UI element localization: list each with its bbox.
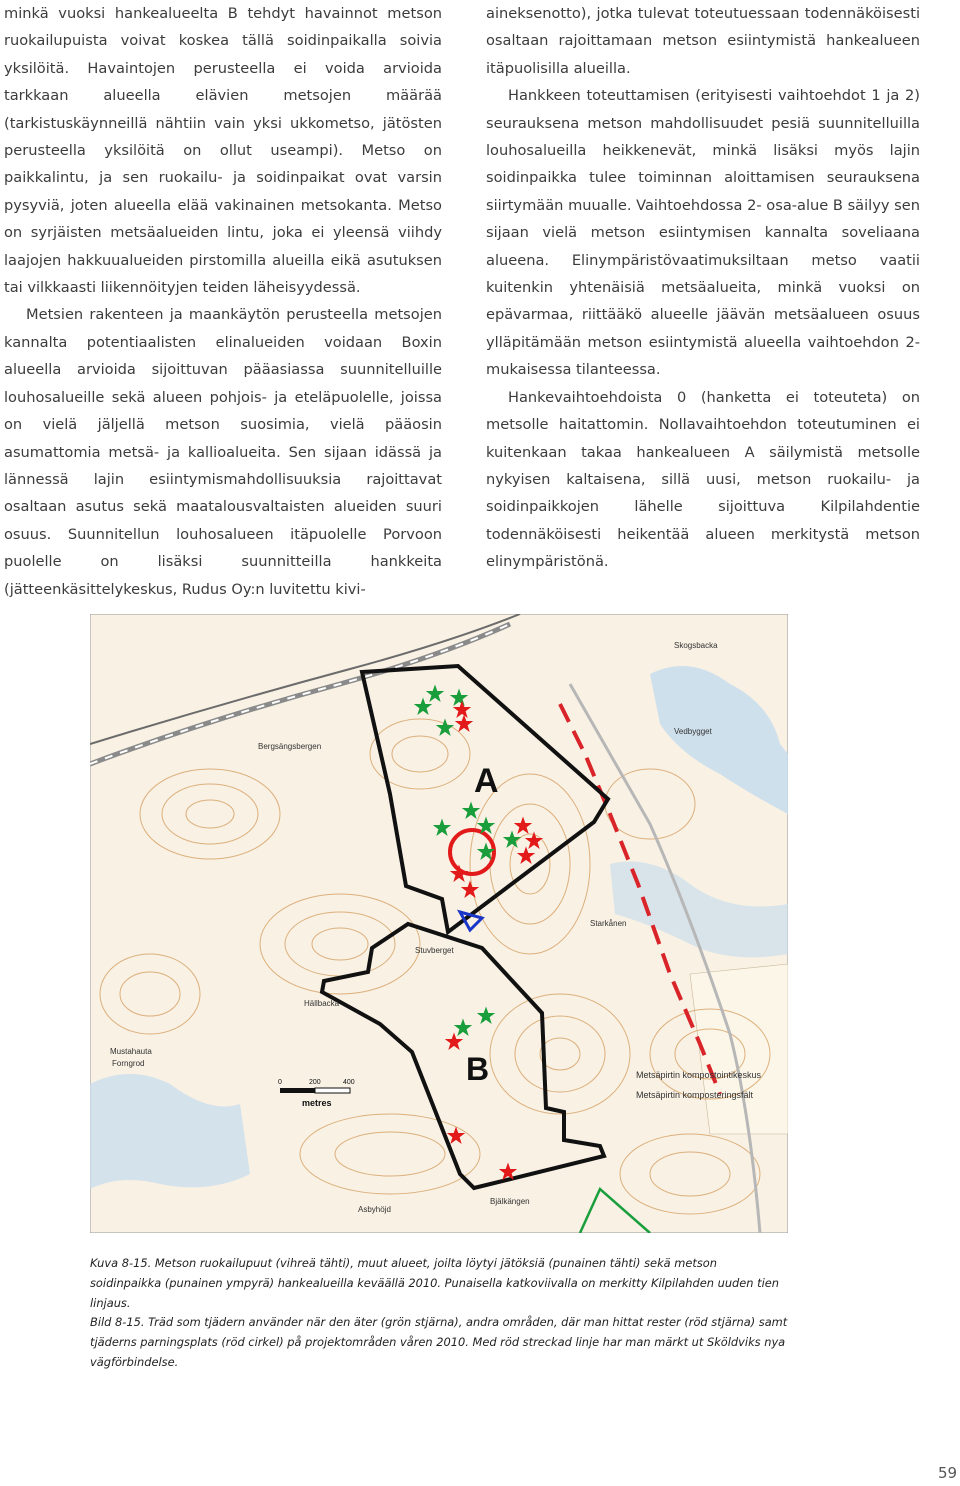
place-name: Forngrod [112,1059,145,1068]
right-paragraph-1: aineksenotto), jotka tulevat toteutuessaan todennäköisesti osaltaan rajoittamaan metson esiintymistä hankealueen itäpuolisilla alueilla. [486,5,920,77]
right-text-column [486,0,920,576]
scale-segment [315,1088,350,1093]
place-name: Bergsängsbergen [258,742,322,751]
scale-unit: metres [302,1098,332,1108]
right-paragraph-3: Hankevaihtoehdoista 0 (hanketta ei toteuteta) on metsolle haitattomin. Nollavaihtoehdon toteutuminen ei kuitenkaan takaa hankealueen A säilymistä metsolle nykyisen kaltaisena, sillä uusi, metson ruokailu- ja soidinpaikkojen lähelle sijoittuva Kilpilahdentie todennäköisesti heikentää alueen merkitystä metson elinympäristönä. [486,388,920,571]
scale-label-200: 200 [309,1079,321,1086]
place-name: Skogsbacka [674,641,718,650]
page-number: 59 [938,1464,958,1482]
place-name: Bjälkängen [490,1197,530,1206]
place-name: Metsäpirtin kompostointikeskus [636,1070,762,1080]
scale-label-0: 0 [278,1079,282,1086]
right-paragraph-2: Hankkeen toteuttamisen (erityisesti vaihtoehdot 1 ja 2) seurauksena metson mahdollisuudet pesiä suunnitelluilla louhosalueilla heikkenevät, minkä lisäksi myös lajin soidinpaikka tulee toiminnan aloittamisen seurauksena siirtymään muualle. Vaihtoehdossa 2- osa-alue B säilyy sen sijaan vielä metson esiintymisen kannalta soveliaana alueena. Elinympäristövaatimuksiltaan metso vaatii kuitenkin yhtenäisiä metsäalueita, minkä vuoksi on epävarmaa, riittääkö alueelle jäävän metsäalueen osuus ylläpitämään metson esiintymistä alueella vaihtoehdon 2- mukaisessa tilanteessa. [486,87,920,379]
place-name: Vedbygget [674,727,712,736]
area-a-label: A [474,762,499,800]
caption-swedish: Bild 8-15. Träd som tjädern använder när den äter (grön stjärna), andra områden, där man hittat rester (röd stjärna) samt tjäderns parningsplats (röd cirkel) på projektområden våren 2010. Med röd streckad linje har man märkt ut Sköldviks nya vägförbindelse. [90,1315,788,1369]
scale-label-400: 400 [343,1079,355,1086]
place-name: Asbyhöjd [358,1205,391,1214]
left-paragraph-2: Metsien rakenteen ja maankäytön perusteella metsojen kannalta potentiaalisten elinalueiden voidaan Boxin alueella arvioida sijoittuvan pääasiassa suunnitelluille louhosalueille sekä alueen pohjois- ja eteläpuolelle, joissa on vielä jäljellä metson suosimia, vielä pääosin asumattomia metsä- ja kallioalueita. Sen sijaan idässä ja lännessä lajin esiintymismahdollisuuksia rajoittavat osaltaan asutus sekä maatalousvaltaisten alueiden suuri osuus. Suunnitellun louhosalueen itäpuolelle Porvoon puolelle on lisäksi suunnitteilla hankkeita (jätteenkäsittelykeskus, Rudus Oy:n luvitettu kivi- [4,306,442,598]
place-name: Mustahauta [110,1047,152,1056]
place-name: Stuvberget [415,946,454,955]
area-b-label: B [466,1051,490,1087]
place-name: Metsäpirtin komposteringsfält [636,1090,754,1100]
scale-segment [280,1088,315,1093]
caption-finnish: Kuva 8-15. Metson ruokailupuut (vihreä tähti), muut alueet, joilta löytyi jätöksiä (punainen tähti) sekä metson soidinpaikka (punainen ympyrä) hankealueilla keväällä 2010. Punaisella katkoviivalla on merkitty Kilpilahden uuden tien linjaus. [90,1256,779,1310]
figure-caption [90,1254,790,1373]
left-paragraph-1: minkä vuoksi hankealueelta B tehdyt havainnot metson ruokailupuista voivat koskea tällä soidinpaikalla soivia yksilöitä. Havaintojen perusteella ei voida arvioida tarkkaan alueella elävien metsojen määrää (tarkistuskäynneillä nähtiin vain yksi ukkometso, jätösten perusteella yksilöitä on ollut useampi). Metso on paikkalintu, ja sen ruokailu- ja soidinpaikat ovat varsin pysyviä, joten alueella elää vakinainen metsokanta. Metso on syrjäisten metsäalueiden lintu, joka ei yleensä viihdy laajojen hakkuualueiden pirstomilla alueilla eikä asutuksen tai vilkkaasti liikennöityjen teiden läheisyydessä. [4,5,442,297]
place-name: Hällbacka [304,999,340,1008]
left-text-column [4,0,442,603]
topographic-map [90,614,788,1233]
place-name: Starkånen [590,919,627,928]
